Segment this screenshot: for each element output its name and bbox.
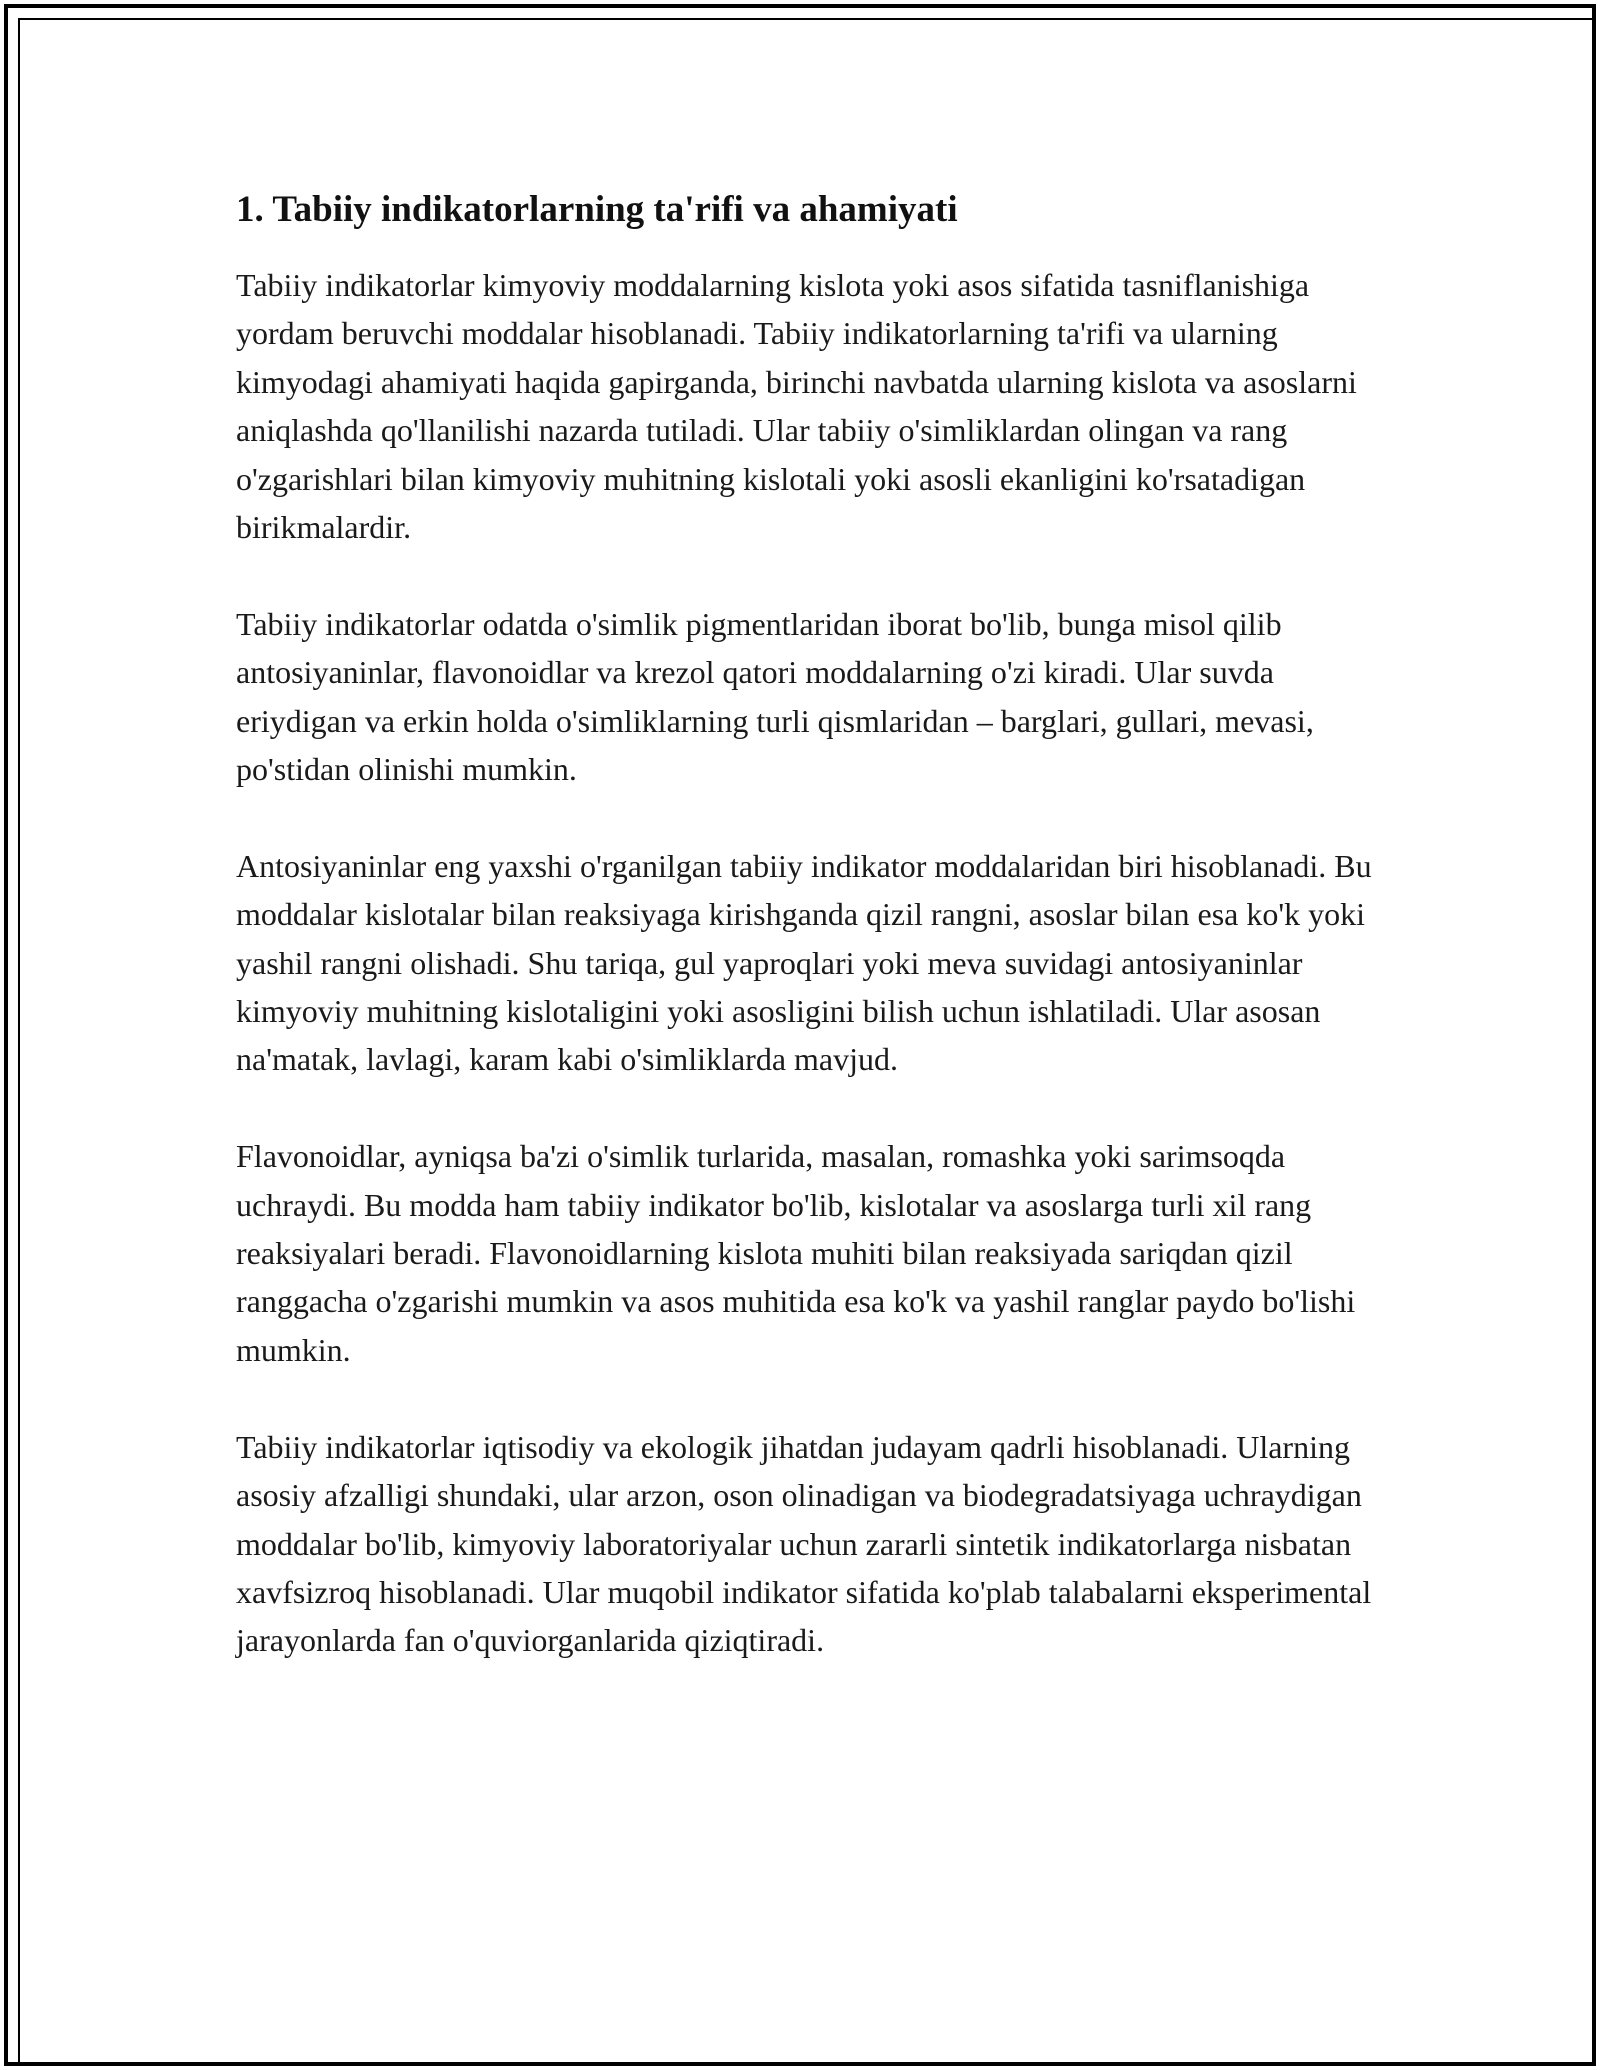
- paragraph-5: Tabiiy indikatorlar iqtisodiy va ekologik jihatdan judayam qadrli hisoblanadi. Ularning asosiy afzalligi shundaki, ular arzon, oson olinadigan va biodegradatsiyaga uchraydigan moddalar bo'lib, kimyoviy laboratoriyalar uchun zararli sintetik indikatorlarga nisbatan xavfsizroq hisoblanadi. Ular muqobil indikator sifatida ko'plab talabalarni eksperimental jarayonlarda fan o'quviorganlarida qiziqtiradi.: [236, 1428, 1372, 1659]
- paragraph-4: Flavonoidlar, ayniqsa ba'zi o'simlik turlarida, masalan, romashka yoki sarimsoqda uchraydi. Bu modda ham tabiiy indikator bo'lib, kislotalar va asoslarga turli xil rang reaksiyalari beradi. Flavonoidlarning kislota muhiti bilan reaksiyada sariqdan qizil ranggacha o'zgarishi mumkin va asos muhitida esa ko'k va yashil ranglar paydo bo'lishi mumkin.: [236, 1138, 1356, 1368]
- paragraph-3: Antosiyaninlar eng yaxshi o'rganilgan tabiiy indikator moddalaridan biri hisoblanadi. Bu moddalar kislotalar bilan reaksiyaga kirishganda qizil rangni, asoslar bilan esa ko'k yoki yashil rangni olishadi. Shu tariqa, gul yaproqlari yoki meva suvidagi antosiyaninlar kimyoviy muhitning kislotaligini yoki asosligini bilish uchun ishlatiladi. Ular asosan na'matak, lavlagi, karam kabi o'simliklarda mavjud.: [236, 847, 1372, 1078]
- paragraph-2: Tabiiy indikatorlar odatda o'simlik pigmentlaridan iborat bo'lib, bunga misol qilib antosiyaninlar, flavonoidlar va krezol qatori moddalarning o'zi kiradi. Ular suvda eriydigan va erkin holda o'simliklarning turli qismlaridan – barglari, gullari, mevasi, po'stidan olinishi mumkin.: [236, 605, 1314, 788]
- section-heading: 1. Tabiiy indikatorlarning ta'rifi va ahamiyati: [236, 189, 958, 230]
- paragraph-1: Tabiiy indikatorlar kimyoviy moddalarning kislota yoki asos sifatida tasniflanishiga yordam beruvchi moddalar hisoblanadi. Tabiiy indikatorlarning ta'rifi va ularning kimyodagi ahamiyati haqida gapirganda, birinchi navbatda ularning kislota va asoslarni aniqlashda qo'llanilishi nazarda tutiladi. Ular tabiiy o'simliklardan olingan va rang o'zgarishlari bilan kimyoviy muhitning kislotali yoki asosli ekanligini ko'rsatadigan birikmalardir.: [236, 267, 1357, 546]
- document-body: [236, 185, 1376, 1713]
